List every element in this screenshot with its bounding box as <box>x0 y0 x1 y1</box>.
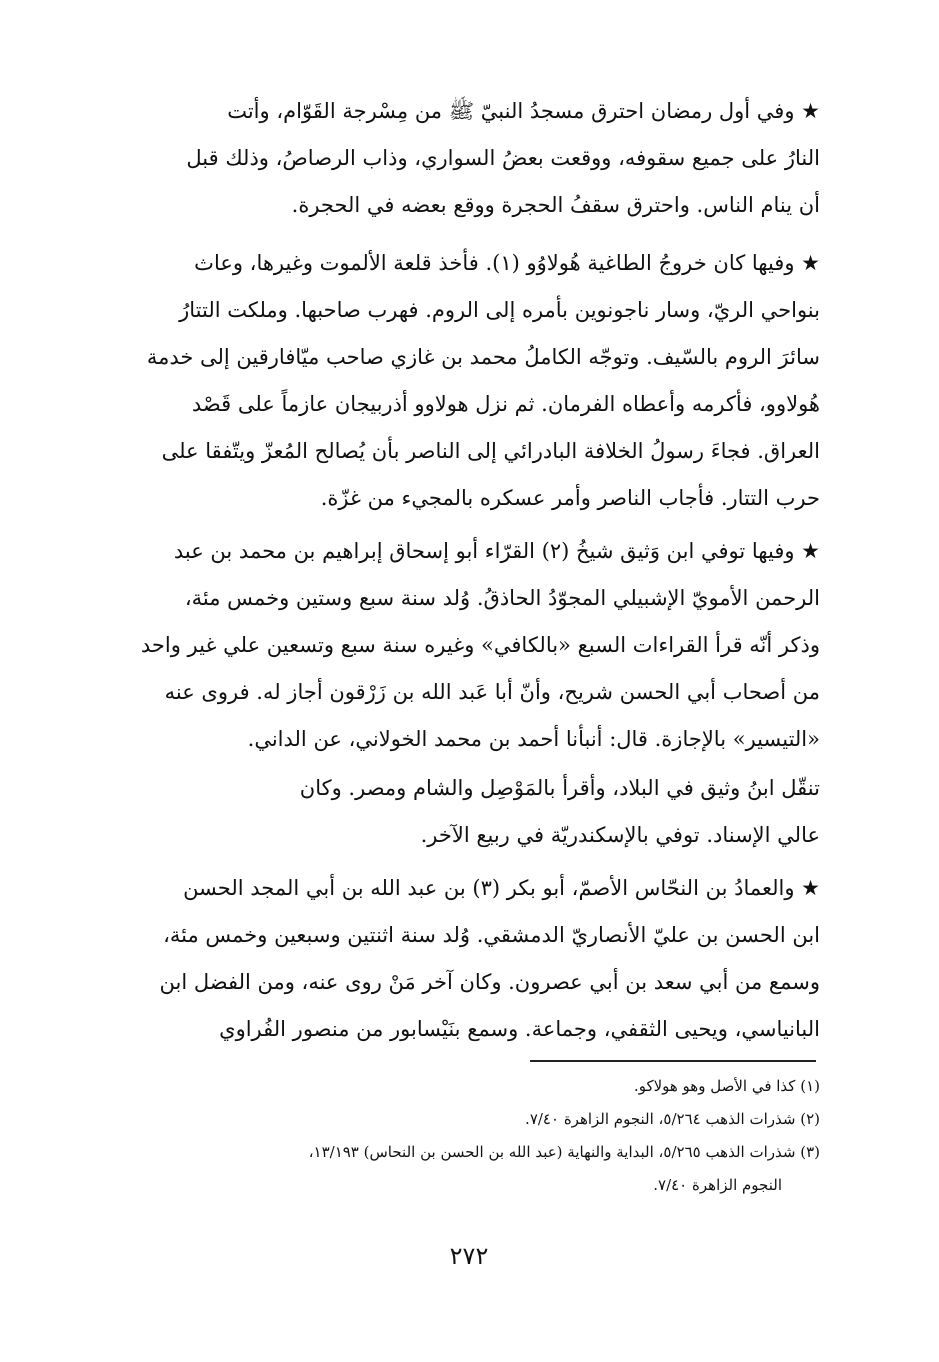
text-line: وذكر أنّه قرأ القراءات السبع «بالكافي» وغيره سنة سبع وتسعين علي غير واحد <box>140 633 820 657</box>
text-line: عالي الإسناد. توفي بالإسكندريّة في ربيع الآخر. <box>420 823 820 847</box>
text-line: حرب التتار. فأجاب الناصر وأمر عسكره بالمجيء من غزّة. <box>320 486 820 510</box>
paragraph-ramadan-fire <box>100 88 820 229</box>
text-line: وسمع من أبي سعد بن أبي عصرون. وكان آخر مَنْ روى عنه، ومن الفضل ابن <box>159 970 820 994</box>
page-number: ٢٧٢ <box>449 1242 489 1270</box>
text-line: «التيسير» بالإجازة. قال: أنبأنا أحمد بن محمد الخولاني، عن الداني. <box>247 727 820 751</box>
text-line: ★ وفيها توفي ابن وَثيق شيخُ (٢) القرّاء أبو إسحاق إبراهيم بن محمد بن عبد <box>173 539 820 563</box>
text-line: العراق. فجاءَ رسولُ الخلافة البادرائي إلى الناصر بأن يُصالح المُعزّ ويتّفقا على <box>161 439 820 463</box>
paragraph-ibn-wathiq-travels <box>100 765 820 859</box>
text-line: البانياسي، ويحيى الثقفي، وجماعة. وسمع بنَيْسابور من منصور الفُراوي <box>219 1017 820 1041</box>
text-line: ★ والعمادُ بن النحّاس الأصمّ، أبو بكر (٣) بن عبد الله بن أبي المجد الحسن <box>183 876 820 900</box>
text-line: ابن الحسن بن عليّ الأنصاريّ الدمشقي. وُلد سنة اثنتين وسبعين وخمس مئة، <box>163 923 820 947</box>
text-line: تنقّل ابنُ وثيق في البلاد، وأقرأ بالمَوْصِل والشام ومصر. وكان <box>299 776 820 800</box>
footnote-3-continuation: النجوم الزاهرة ٧/٤٠. <box>653 1176 782 1194</box>
text-line: النارُ على جميع سقوفه، ووقعت بعضُ السواري، وذاب الرصاصُ، وذلك قبل <box>186 146 820 170</box>
text-line: هُولاوو، فأكرمه وأعطاه الفرمان. ثم نزل هولاوو أذربيجان عازماً على قَصْد <box>191 392 820 416</box>
text-line: بنواحي الريّ، وسار ناجونوين بأمره إلى الروم. فهرب صاحبها. وملكت التتارُ <box>179 298 820 322</box>
paragraph-hulagu <box>100 240 820 522</box>
text-line: ★ وفي أول رمضان احترق مسجدُ النبيّ ﷺ من مِسْرجة القَوّام، وأتت <box>227 99 820 123</box>
text-line: سائرَ الروم بالسّيف. وتوجّه الكاملُ محمد بن غازي صاحب ميّافارقين إلى خدمة <box>146 345 820 369</box>
footnote-divider <box>530 1060 816 1062</box>
paragraph-al-imad <box>100 865 820 1053</box>
footnotes <box>100 1070 820 1202</box>
text-line: من أصحاب أبي الحسن شريح، وأنّ أبا عَبد الله بن زَرْقون أجاز له. فروى عنه <box>164 680 820 704</box>
text-line: أن ينام الناس. واحترق سقفُ الحجرة ووقع بعضه في الحجرة. <box>291 193 820 217</box>
text-line: ★ وفيها كان خروجُ الطاغية هُولاوُو (١). فأخذ قلعة الألموت وغيرها، وعاث <box>194 251 820 275</box>
text-line: الرحمن الأمويّ الإشبيلي المجوّدُ الحاذقُ. وُلد سنة سبع وستين وخمس مئة، <box>184 586 820 610</box>
footnote-1: (١) كذا في الأصل وهو هولاكو. <box>633 1077 820 1095</box>
footnote-2: (٢) شذرات الذهب ٥/٢٦٤، النجوم الزاهرة ٧/٤٠. <box>525 1110 820 1128</box>
paragraph-ibn-wathiq <box>100 528 820 763</box>
footnote-3: (٣) شذرات الذهب ٥/٢٦٥، البداية والنهاية (عبد الله بن الحسن بن النحاس) ١٣/١٩٣، <box>308 1143 820 1161</box>
